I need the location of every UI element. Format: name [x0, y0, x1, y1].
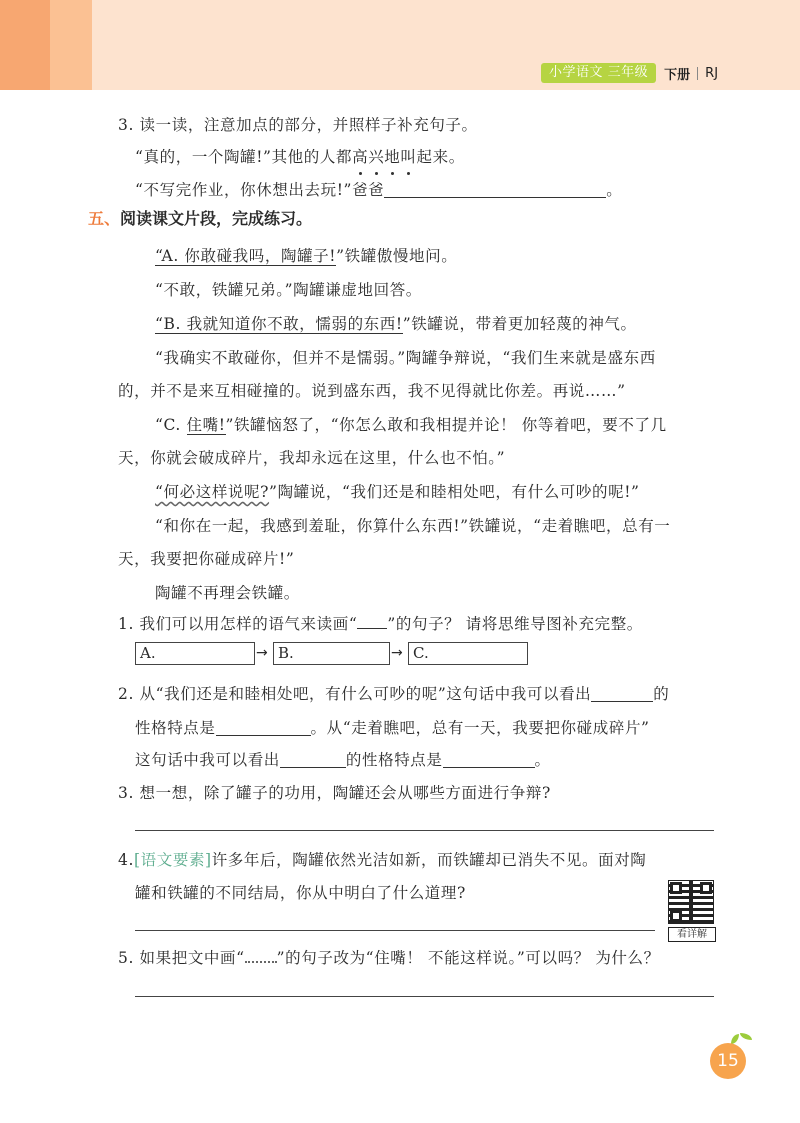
answer-blank[interactable] [384, 182, 606, 198]
header-tag [541, 62, 718, 84]
underline-sample [357, 617, 387, 629]
arrow-right-icon: → [256, 645, 268, 661]
mind-map-box-b[interactable]: B. [273, 642, 390, 665]
passage-line: “C. 住嘴!”铁罐恼怒了，“你怎么敢和我相提并论！ 你等着吧，要不了几 [155, 416, 667, 434]
leaf-icon [740, 1033, 752, 1040]
answer-line[interactable] [135, 930, 655, 931]
question-2-line: 性格特点是 。从“走着瞧吧，总有一天，我要把你碰成碎片” [135, 719, 650, 737]
divider [697, 67, 698, 80]
dotted-char: 地 [384, 148, 400, 166]
answer-blank[interactable] [443, 752, 535, 768]
passage-line: 天，你就会破成碎片，我却永远在这里，什么也不怕。” [118, 449, 506, 467]
element-tag: [语文要素] [134, 851, 212, 869]
passage-line: 的，并不是来互相碰撞的。说到盛东西，我不见得就比你差。再说……” [118, 382, 626, 400]
passage-line: “B. 我就知道你不敢，懦弱的东西!”铁罐说，带着更加轻蔑的神气。 [155, 315, 637, 333]
wavy-sample [245, 949, 277, 963]
question-4: 4.[语文要素]许多年后，陶罐依然光洁如新，而铁罐却已消失不见。面对陶 [118, 851, 647, 869]
question-5: 5. 如果把文中画“ ”的句子改为“住嘴！ 不能这样说。”可以吗？ 为什么？ [118, 949, 660, 967]
answer-line[interactable] [135, 996, 714, 997]
question-2-line: 这句话中我可以看出 的性格特点是 。 [135, 751, 551, 769]
passage-line: “我确实不敢碰你，但并不是懦弱。”陶罐争辩说，“我们生来就是盛东西 [155, 349, 656, 367]
subject-tag: 小学语文 三年级 [541, 63, 656, 83]
answer-blank[interactable] [216, 720, 311, 736]
answer-blank[interactable] [591, 686, 653, 702]
header-stripe [0, 0, 50, 90]
question-3: 3. 想一想，除了罐子的功用，陶罐还会从哪些方面进行争辩? [118, 784, 551, 802]
mind-map-box-c[interactable]: C. [408, 642, 528, 665]
qr-detail-label[interactable]: 看详解 [668, 927, 716, 942]
question-4-line: 罐和铁罐的不同结局，你从中明白了什么道理? [135, 884, 466, 902]
arrow-right-icon: → [391, 645, 403, 661]
question-2-line: 2. 从“我们还是和睦相处吧，有什么可吵的呢”这句话中我可以看出 的 [118, 685, 670, 703]
passage-line: “何必这样说呢?”陶罐说，“我们还是和睦相处吧，有什么可吵的呢!” [155, 483, 640, 501]
q3-instruction: 3. 读一读，注意加点的部分，并照样子补充句子。 [118, 116, 478, 134]
header-stripe [50, 0, 92, 90]
q3-example: “真的，一个陶罐!”其他的人都高 兴 地 叫 起来。 [135, 145, 465, 167]
passage-line: “不敢，铁罐兄弟。”陶罐谦虚地回答。 [155, 281, 422, 299]
section-title: 五、阅读课文片段，完成练习。 [88, 209, 313, 228]
q3-task: “不写完作业，你休想出去玩!”爸爸 。 [135, 181, 623, 199]
question-1: 1. 我们可以用怎样的语气来读画“ ”的句子？ 请将思维导图补充完整。 [118, 615, 643, 633]
passage-line: 天，我要把你碰成碎片!” [118, 550, 295, 568]
passage-line: “A. 你敢碰我吗，陶罐子!”铁罐傲慢地问。 [155, 247, 458, 265]
answer-blank[interactable] [280, 752, 346, 768]
dotted-char: 高 [352, 148, 368, 166]
qr-code-icon[interactable] [668, 880, 714, 924]
passage-line: “和你在一起，我感到羞耻，你算什么东西!”铁罐说，“走着瞧吧，总有一 [155, 517, 671, 535]
page-number: 15 [710, 1043, 746, 1079]
volume-label: 下册 [664, 67, 691, 83]
edition-label: RJ [705, 65, 719, 81]
answer-line[interactable] [135, 830, 714, 831]
mind-map-box-a[interactable]: A. [135, 642, 255, 665]
dotted-char: 兴 [368, 148, 384, 166]
dotted-char: 叫 [400, 148, 416, 166]
passage-line: 陶罐不再理会铁罐。 [155, 584, 300, 602]
